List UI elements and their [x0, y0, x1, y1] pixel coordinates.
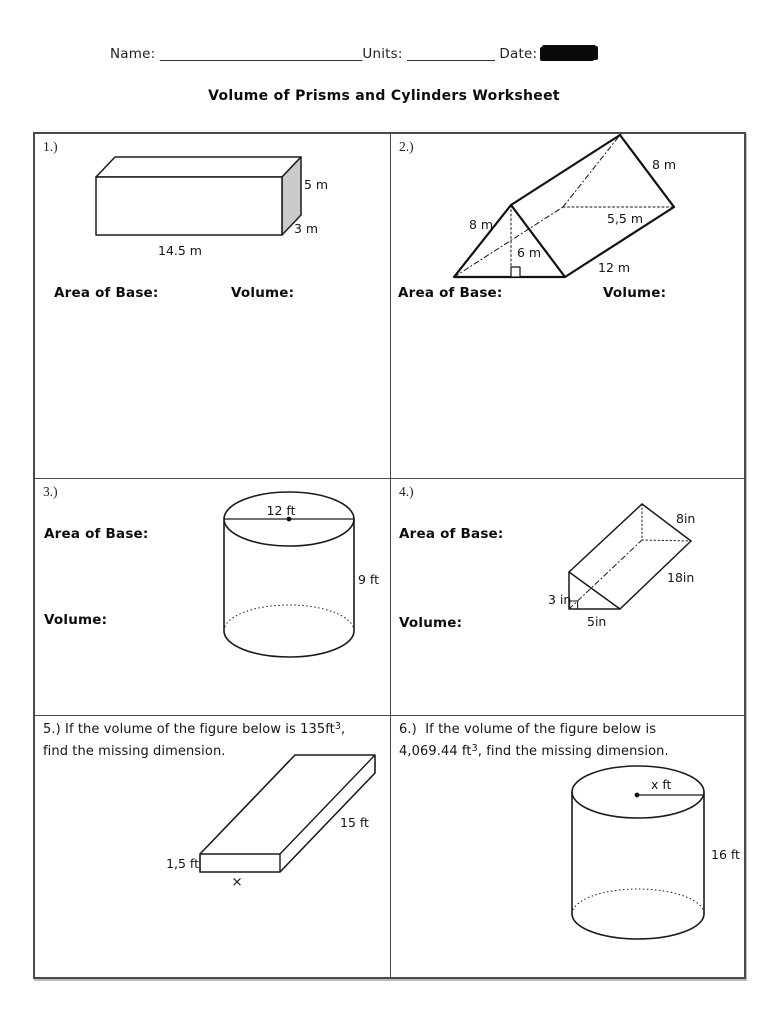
problem-3-number: 3.): [43, 484, 58, 499]
cylinder-bottom-arc: [224, 631, 354, 657]
problem-5-cell: [35, 716, 391, 977]
dimension-length-label: 18in: [667, 570, 695, 585]
problem-6-text-end: , find the missing dimension.: [477, 744, 669, 759]
dimension-depth-label: 3 m: [294, 221, 319, 236]
problems-table: [33, 132, 746, 979]
units-blank-line: _____________: [407, 46, 495, 62]
problem-3-cell: [35, 479, 391, 716]
problem-1-cell: [35, 134, 391, 479]
prism-front-face: [96, 177, 282, 235]
area-of-base-label: Area of Base:: [399, 526, 504, 542]
problem-6-text-line1: 6.) If the volume of the figure below is: [399, 722, 657, 737]
header: [110, 44, 596, 62]
dimension-length-label: 14.5 m: [158, 243, 202, 258]
dimension-back-slant-label: 8 m: [652, 157, 677, 172]
cubed-superscript: 3: [334, 720, 342, 732]
hidden-bottom-arc: [572, 889, 704, 914]
problem-2-number: 2.): [399, 139, 414, 154]
missing-dimension-label: ×: [231, 874, 243, 890]
figure-triangular-prism-4: [391, 479, 742, 714]
area-of-base-label: Area of Base:: [398, 285, 503, 301]
dimension-height-label: 16 ft: [711, 847, 740, 862]
prism-front-triangle: [569, 572, 620, 609]
volume-label: Volume:: [44, 612, 108, 628]
figure-cylinder-3: [35, 479, 389, 714]
problem-4-cell: [391, 479, 744, 716]
volume-label: Volume:: [399, 615, 463, 631]
problem-5-text-line2: find the missing dimension.: [43, 744, 226, 759]
dimension-diameter-label: 12 ft: [266, 503, 296, 518]
dimension-back-edge-label: 8in: [676, 511, 696, 526]
hidden-bottom-arc: [224, 605, 354, 631]
dimension-back-width-label: 5,5 m: [607, 211, 644, 226]
name-blank-line: ______________________________: [159, 46, 363, 62]
dimension-depth-label: 1,5 ft: [166, 856, 199, 871]
problem-2-cell: [391, 134, 744, 479]
area-of-base-label: Area of Base:: [54, 285, 159, 301]
figure-cylinder-6: [391, 716, 742, 975]
dimension-side-label: 3 in: [548, 592, 572, 607]
figure-triangular-prism-2: [391, 134, 742, 477]
dimension-radius-label: x ft: [651, 777, 672, 792]
problem-6-cell: [391, 716, 744, 977]
dimension-length-label: 12 m: [598, 260, 631, 275]
dimension-triangle-height-label: 6 m: [517, 245, 542, 260]
date-redaction: [542, 46, 596, 60]
problem-4-number: 4.): [399, 484, 414, 499]
page-title: Volume of Prisms and Cylinders Worksheet: [208, 88, 560, 104]
cubed-superscript: 3: [471, 742, 478, 754]
figure-rectangular-slab-5: [35, 716, 389, 975]
prism-top-face: [96, 157, 301, 177]
volume-label: Volume:: [231, 285, 295, 301]
name-label: Name:: [110, 46, 156, 62]
figure-rectangular-prism-1: [35, 134, 389, 477]
problem-6-text: 4,069.44 ft: [399, 744, 472, 759]
volume-label: Volume:: [603, 285, 667, 301]
center-dot: [635, 793, 640, 798]
right-angle-marker: [511, 267, 520, 277]
dimension-length-label: 15 ft: [340, 815, 369, 830]
problem-5-text: 5.) If the volume of the figure below is 135ft: [43, 722, 335, 737]
hidden-back-left-slant-edge: [563, 135, 620, 207]
problem-5-text-comma: ,: [341, 722, 346, 737]
dimension-left-slant-label: 8 m: [469, 217, 494, 232]
cylinder-bottom-arc: [572, 914, 704, 939]
area-of-base-label: Area of Base:: [44, 526, 149, 542]
units-label: Units:: [362, 46, 403, 62]
prism-top-ridge-edge: [511, 135, 620, 205]
prism-top-ridge-edge: [569, 504, 642, 572]
hidden-back-base-edge: [642, 540, 691, 541]
dimension-height-label: 5 m: [304, 177, 329, 192]
dimension-height-label: 9 ft: [358, 572, 380, 587]
cylinder-top-ellipse: [572, 766, 704, 818]
dimension-base-label: 5in: [587, 614, 607, 629]
problem-1-number: 1.): [43, 139, 58, 154]
date-label: Date:: [499, 46, 538, 62]
